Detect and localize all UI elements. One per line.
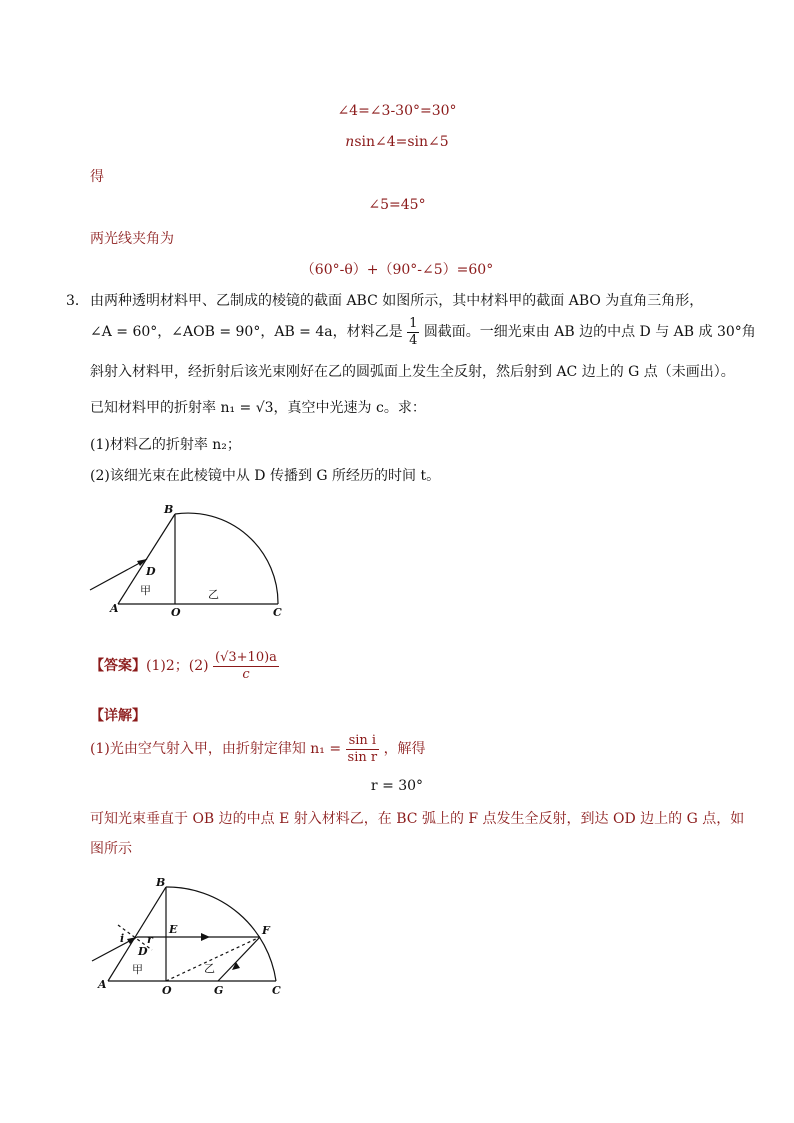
equation-angle-5: ∠5=45° xyxy=(368,197,426,213)
label-r: r xyxy=(147,933,153,946)
label-b: B xyxy=(164,503,174,516)
label-a: A xyxy=(98,978,107,991)
label-jia: 甲 xyxy=(132,963,143,976)
prism-figure-1 xyxy=(80,500,300,625)
label-f: F xyxy=(262,924,270,937)
label-yi: 乙 xyxy=(204,962,215,975)
problem-line-2a: ∠A = 60°，∠AOB = 90°，AB = 4a，材料乙是 xyxy=(90,324,403,340)
detail-line-3: 图所示 xyxy=(90,841,132,857)
question-2: (2)该细光束在此棱镜中从 D 传播到 G 所经历的时间 t。 xyxy=(90,468,441,484)
detail-line-1b: ，解得 xyxy=(383,741,426,757)
equation-angle-4: ∠4=∠3-30°=30° xyxy=(337,103,457,119)
detail-line-1 xyxy=(90,731,426,767)
problem-line-1: 由两种透明材料甲、乙制成的棱镜的截面 ABC 如图所示，其中材料甲的截面 ABO 为直角三角形， xyxy=(90,293,704,309)
label-c: C xyxy=(272,984,281,997)
answer-tag: 【答案】 xyxy=(90,658,146,674)
problem-line-2b: 圆截面。一细光束由 AB 边的中点 D 与 AB 成 30°角 xyxy=(423,324,756,340)
detail-line-1a: (1)光由空气射入甲，由折射定律知 n₁ = xyxy=(90,741,342,757)
ray-fg xyxy=(218,937,260,981)
label-o: O xyxy=(162,984,172,997)
quarter-fraction: $\frac{1}{4}$ xyxy=(409,315,418,348)
answer-fraction: $\frac{(√3+10)a}{c}$ xyxy=(215,649,277,682)
equation-snell-4-5 xyxy=(0,134,794,150)
label-c: C xyxy=(273,606,282,619)
detail-line-2: 可知光束垂直于 OB 边的中点 E 射入材料乙，在 BC 弧上的 F 点发生全反射，到达 OD 边上的 G 点，如 xyxy=(90,811,745,827)
n-symbol: n xyxy=(345,134,355,150)
angle-text: 两光线夹角为 xyxy=(90,231,174,247)
label-i: i xyxy=(120,932,125,945)
label-b: B xyxy=(156,876,166,889)
label-g: G xyxy=(214,984,224,997)
incident-ray xyxy=(90,559,147,590)
answer-line xyxy=(90,646,279,686)
arc-bc xyxy=(175,513,278,604)
prism-figure-2 xyxy=(80,870,300,1000)
equation-snell-rest: sin∠4=sin∠5 xyxy=(354,134,449,150)
ray-arrowhead-2 xyxy=(201,933,210,941)
label-d: D xyxy=(146,565,156,578)
label-o: O xyxy=(171,606,181,619)
label-d: D xyxy=(138,945,148,958)
result-r: r = 30° xyxy=(370,778,424,794)
detail-tag: 【详解】 xyxy=(90,708,146,724)
problem-line-4: 已知材料甲的折射率 n₁ = √3，真空中光速为 c。求： xyxy=(90,400,426,416)
problem-line-2 xyxy=(90,314,756,350)
problem-number: 3． xyxy=(66,293,89,309)
answer-part1: (1)2；(2) xyxy=(146,658,209,674)
label-yi: 乙 xyxy=(208,588,219,601)
equation-angle-sum: （60°-θ）+（90°-∠5）=60° xyxy=(300,262,494,278)
label-a: A xyxy=(110,602,119,615)
snell-fraction: $\frac{\text{sin i}}{\text{sin r}}$ xyxy=(347,732,378,765)
label-jia: 甲 xyxy=(140,584,151,597)
question-1: (1)材料乙的折射率 n₂； xyxy=(90,437,241,453)
label-e: E xyxy=(169,923,178,936)
de-text: 得 xyxy=(90,169,104,185)
arc-bc xyxy=(166,887,276,981)
ray-arrowhead-3 xyxy=(232,962,240,970)
problem-line-3: 斜射入材料甲，经折射后该光束刚好在乙的圆弧面上发生全反射，然后射到 AC 边上的 G 点（未画出）。 xyxy=(90,364,735,380)
